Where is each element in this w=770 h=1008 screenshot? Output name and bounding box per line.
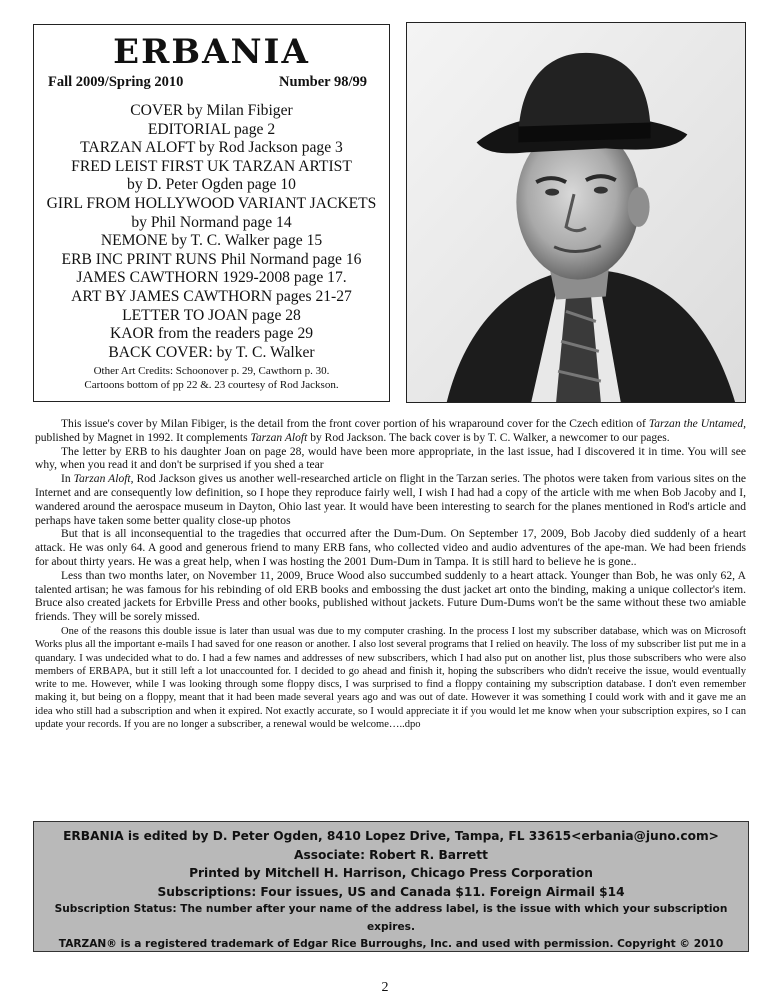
colophon-subscriptions: Subscriptions: Four issues, US and Canada $11. Foreign Airmail $14 bbox=[157, 884, 625, 899]
colophon-status: Subscription Status: The number after your name of the address label, is the issue with which your subscription expires. bbox=[54, 903, 728, 933]
masthead-title: ERBANIA bbox=[113, 32, 310, 72]
toc-item: BACK COVER: by T. C. Walker bbox=[108, 343, 315, 361]
toc-item: JAMES CAWTHORN 1929-2008 page 17. bbox=[76, 269, 347, 287]
colophon-trademark: TARZAN® is a registered trademark of Edgar Rice Burroughs, Inc. and used with permission. Copyright © 2010 bbox=[58, 938, 724, 950]
colophon-editor: ERBANIA is edited by D. Peter Ogden, 8410 Lopez Drive, Tampa, FL 33615<erbania@juno.com> bbox=[63, 829, 719, 843]
editorial-paragraph: But that is all inconsequential to the tragedies that occurred after the Dum-Dum. On September 17, 2009, Bob Jacoby died suddenly of a heart attack. He was only 64. A good and generous friend to many ERB fans, who collected video and audio adventures of the ape-man. We had been friends for about thirty years. He was a great help, when I was hosting the 2001 Dum-Dum in Tampa. It is still hard to believe he is gone.. bbox=[35, 528, 746, 568]
table-of-contents-box bbox=[33, 24, 390, 402]
toc-item: ART BY JAMES CAWTHORN pages 21-27 bbox=[71, 287, 352, 305]
toc-item: TARZAN ALOFT by Rod Jackson page 3 bbox=[80, 139, 343, 157]
colophon-associate: Associate: Robert R. Barrett bbox=[294, 847, 488, 862]
colophon-printer: Printed by Mitchell H. Harrison, Chicago Press Corporation bbox=[189, 866, 593, 880]
toc-list bbox=[44, 102, 379, 362]
toc-item: KAOR from the readers page 29 bbox=[109, 325, 314, 343]
issue-date: Fall 2009/Spring 2010 bbox=[48, 74, 184, 90]
editorial-paragraph: The letter by ERB to his daughter Joan on page 28, would have been more appropriate, in the last issue, had I discovered it in time. You will see why, when you read it and don't be surprised if you shed a tear bbox=[35, 445, 746, 472]
portrait-illustration bbox=[407, 23, 745, 402]
art-credits bbox=[44, 364, 379, 392]
toc-item: by Phil Normand page 14 bbox=[131, 213, 292, 231]
editorial-paragraph: This issue's cover by Milan Fibiger, is the detail from the front cover portion of his wraparound cover for the Czech edition of Tarzan the Untamed, published by Magnet in 1992. It complements Tarzan Aloft by Rod Jackson. The back cover is by T. C. Walker, a newcomer to our pages. bbox=[35, 418, 746, 444]
editorial-text bbox=[35, 418, 746, 731]
toc-item: GIRL FROM HOLLYWOOD VARIANT JACKETS bbox=[46, 194, 377, 212]
toc-item: by D. Peter Ogden page 10 bbox=[127, 176, 296, 194]
toc-item: ERB INC PRINT RUNS Phil Normand page 16 bbox=[61, 250, 362, 268]
toc-item: COVER by Milan Fibiger bbox=[130, 102, 293, 119]
art-credits-line: Cartoons bottom of pp 22 &. 23 courtesy of Rod Jackson. bbox=[84, 379, 339, 392]
art-credits-line: Other Art Credits: Schoonover p. 29, Cawthorn p. 30. bbox=[93, 365, 330, 378]
issue-line bbox=[44, 71, 379, 91]
toc-item: FRED LEIST FIRST UK TARZAN ARTIST bbox=[71, 157, 352, 175]
colophon-box bbox=[33, 821, 749, 952]
issue-number: Number 98/99 bbox=[279, 74, 367, 90]
portrait-photo bbox=[406, 22, 746, 403]
toc-item: NEMONE by T. C. Walker page 15 bbox=[100, 232, 323, 250]
page-number: 2 bbox=[381, 980, 389, 995]
editorial-paragraph: In Tarzan Aloft, Rod Jackson gives us another well-researched article on flight in the Tarzan series. The photos were taken from various sites on the Internet and are consequently low definition, so I hope they reproduce fairly well, I wish I had had a copy of the article with me when Bob Jacoby and I, wandered around the aerospace museum in Dayton, Ohio last year. It would have been interesting to search for the planes mentioned in Rod's article and perhaps have taken some better quality close-up photos bbox=[35, 473, 747, 527]
editorial-paragraph: One of the reasons this double issue is later than usual was due to my computer crashing. In the process I lost my subscriber database, which was on Microsoft Works plus all the important e-mails I had saved for one reason or another. I also lost several programs that I relied on heavily. The loss of my subscriber list put me in a quandary. I was undecided what to do. I had a few names and addresses of new subscribers, which I had also put on another list, plus those subscribers who were also members of ERBAPA, but it still left a lot unaccounted for. I decided to go ahead and finish it, hoping the subscribers who didn't receive the issue, would eventually write to me. However, while I was looking through some floppy discs, I was surprised to find a floppy containing my subscription database. I don't even remember making it, but being on a floppy, meant that it had been made several years ago and was out of date. However it was something I could work with and it gave me an idea who still had a subscription and when it expired. Not exactly accurate, so I would appreciate it if you would let me know when your subscription expires, so I can update your records. If you are no longer a subscriber, a renewal would be welcome…..dpo bbox=[35, 625, 746, 731]
editorial-paragraph: Less than two months later, on November 11, 2009, Bruce Wood also succumbed suddenly to a heart attack. Younger than Bob, he was only 62, A talented artisan; he was famous for his rebinding of old ERB books and embossing the dust jacket art onto the binding, making a unique collector's item. Bruce also created jackets for Erbville Press and other books, published without jackets. Future Dum-Dums won't be the same without these two amiable friends. They will be sorely missed. bbox=[35, 569, 746, 624]
toc-item: EDITORIAL page 2 bbox=[147, 120, 276, 138]
toc-item: LETTER TO JOAN page 28 bbox=[122, 306, 301, 324]
